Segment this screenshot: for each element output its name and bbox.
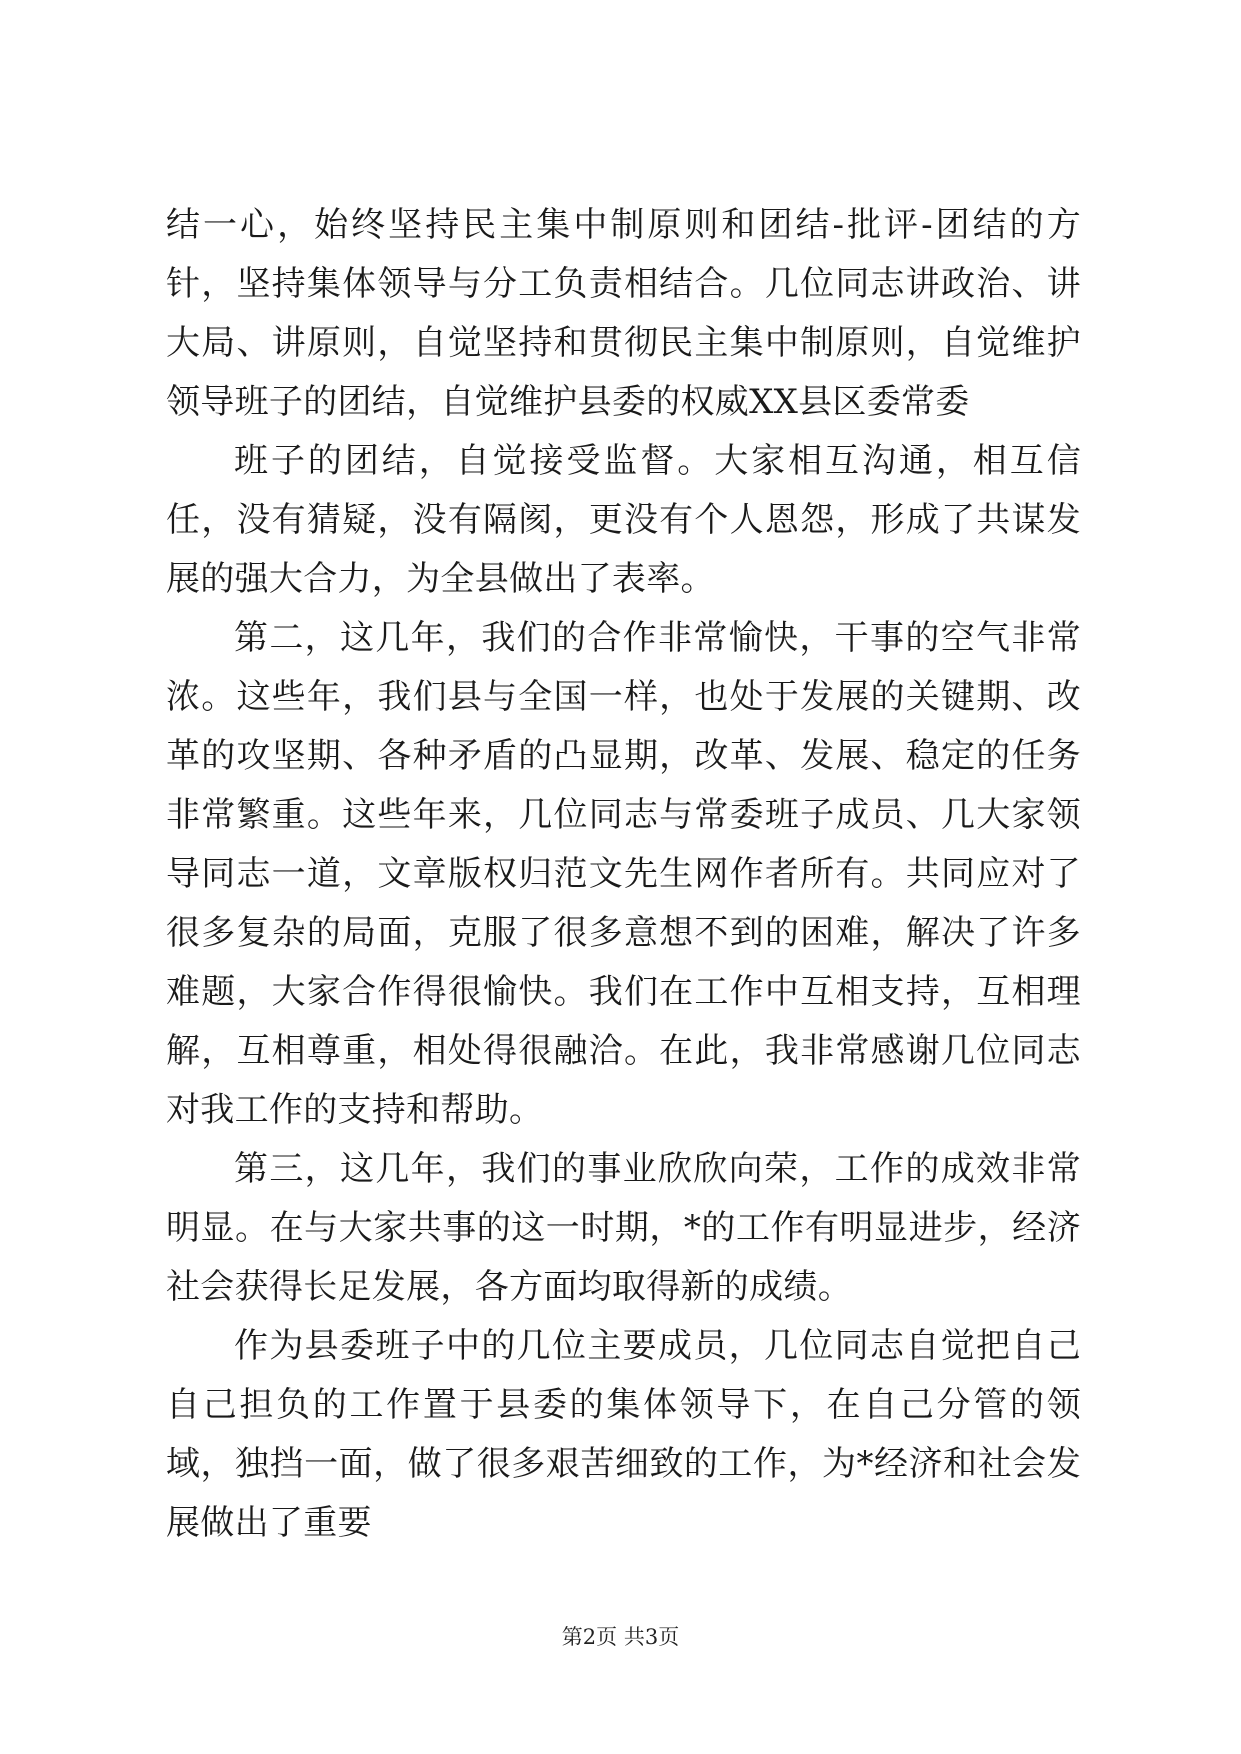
page-footer: 第2页 共3页 — [561, 1625, 680, 1649]
paragraph: 第二，这几年，我们的合作非常愉快，干事的空气非常浓。这些年，我们县与全国一样，也处于发展的关键期、改革的攻坚期、各种矛盾的凸显期，改革、发展、稳定的任务非常繁重。这些年来，几位同志与常委班子成员、几大家领导同志一道，文章版权归范文先生网作者所有。共同应对了很多复杂的局面，克服了很多意想不到的困难，解决了许多难题，大家合作得很愉快。我们在工作中互相支持，互相理解，互相尊重，相处得很融洽。在此，我非常感谢几位同志对我工作的支持和帮助。 — [166, 618, 1081, 1130]
paragraph-continued: 结一心，始终坚持民主集中制原则和团结-批评-团结的方针，坚持集体领导与分工负责相结合。几位同志讲政治、讲大局、讲原则，自觉坚持和贯彻民主集中制原则，自觉维护领导班子的团结，自觉维护县委的权威XX县区委常委 — [166, 205, 1081, 422]
document-body — [166, 196, 1081, 1553]
paragraph: 第三，这几年，我们的事业欣欣向荣，工作的成效非常明显。在与大家共事的这一时期，*的工作有明显进步，经济社会获得长足发展，各方面均取得新的成绩。 — [166, 1149, 1081, 1307]
paragraph: 班子的团结，自觉接受监督。大家相互沟通，相互信任，没有猜疑，没有隔阂，更没有个人恩怨，形成了共谋发展的强大合力，为全县做出了表率。 — [166, 441, 1081, 599]
paragraph: 作为县委班子中的几位主要成员，几位同志自觉把自己自己担负的工作置于县委的集体领导下，在自己分管的领域，独挡一面，做了很多艰苦细致的工作，为*经济和社会发展做出了重要 — [166, 1326, 1081, 1543]
